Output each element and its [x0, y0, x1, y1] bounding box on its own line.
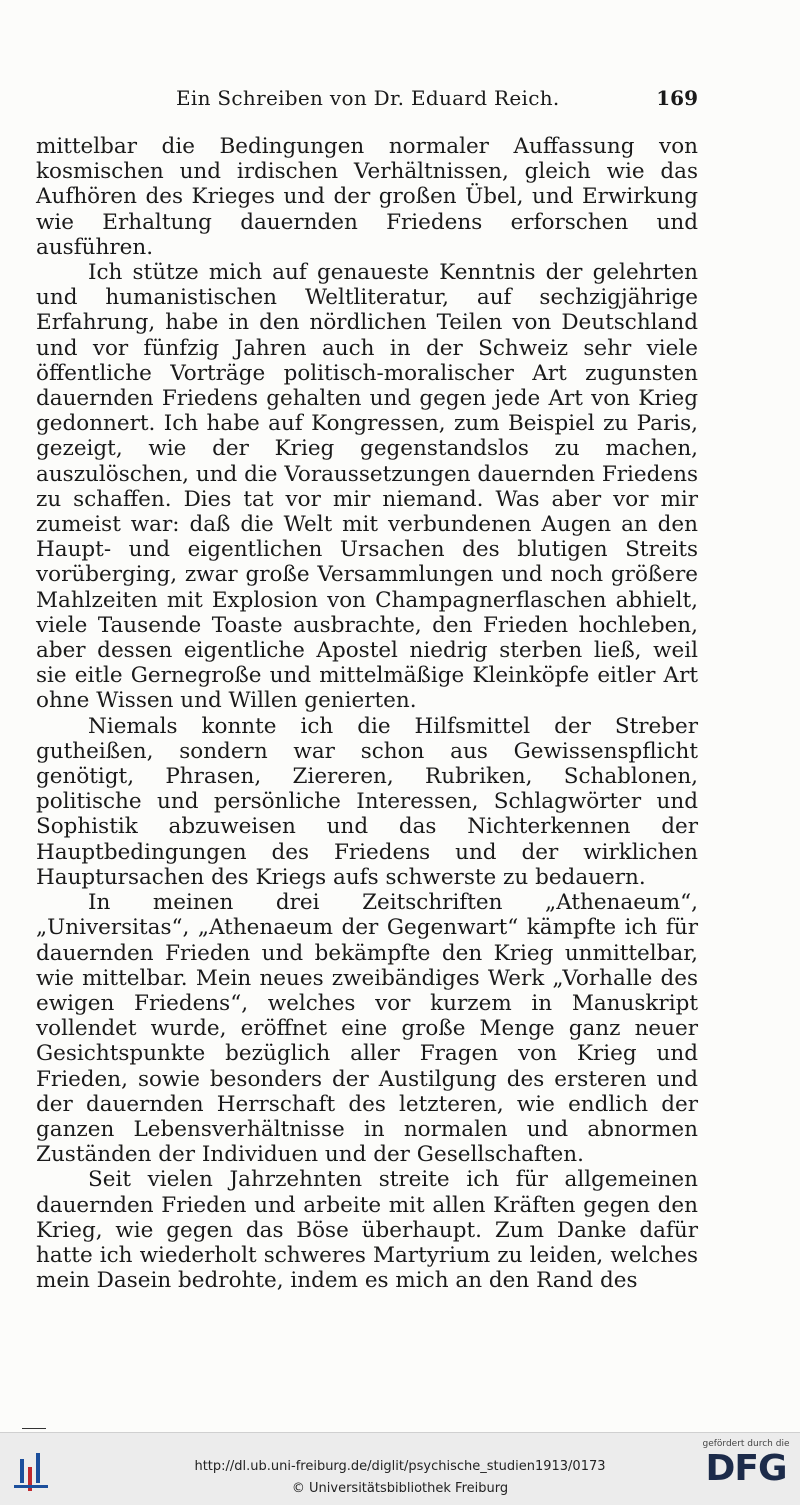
- permalink-url[interactable]: http://dl.ub.uni-freiburg.de/diglit/psychische_studien1913/0173: [194, 1459, 606, 1474]
- footnote-rule: [22, 1428, 46, 1429]
- copyright-notice: © Universitätsbibliothek Freiburg: [291, 1481, 509, 1496]
- dfg-logo-icon: DFG: [705, 1448, 787, 1489]
- paragraph-2: Ich stütze mich auf genaueste Kenntnis der gelehrten und humanistischen Weltliteratur, auf sechzigjährige Erfahrung, habe in den nördlichen Teilen von Deutschland und vor fünfzig Jahren auch in der Schweiz sehr viele öffentliche Vorträge politisch-moralischer Art zugunsten dauernden Friedens gehalten und gegen jede Art von Krieg gedonnert. Ich habe auf Kongressen, zum Beispiel zu Paris, gezeigt, wie der Krieg gegenstandslos zu machen, auszulöschen, und die Voraussetzungen dauernden Friedens zu schaffen. Dies tat vor mir niemand. Was aber vor mir zumeist war: daß die Welt mit verbundenen Augen an den Haupt- und eigentlichen Ursachen des blutigen Streits vorüberging, zwar große Versammlungen und noch größere Mahlzeiten mit Explosion von Champagnerflaschen abhielt, viele Tausende Toaste ausbrachte, den Frieden hochleben, aber dessen eigentliche Apostel niedrig sterben ließ, weil sie eitle Gernegroße und mittelmäßige Kleinköpfe eitler Art ohne Wissen und Willen genierten.: [36, 260, 699, 714]
- dfg-logo: [700, 1435, 792, 1501]
- paragraph-1: mittelbar die Bedingungen normaler Auffassung von kosmischen und irdischen Verhältnissen, gleich wie das Aufhören des Krieges und der großen Übel, und Erwirkung wie Erhaltung dauernden Friedens erforschen und ausführen.: [36, 134, 698, 260]
- viewer-footer: [0, 1432, 800, 1505]
- dfg-caption: gefördert durch die: [702, 1439, 790, 1449]
- page-header: [36, 86, 698, 116]
- paragraph-5: Seit vielen Jahrzehnten streite ich für allgemeinen dauernden Frieden und arbeite mit allen Kräften gegen den Krieg, wie gegen das Böse überhaupt. Zum Danke dafür hatte ich wiederholt schweres Martyrium zu leiden, welches mein Dasein bedrohte, indem es mich an den Rand des: [36, 1167, 698, 1294]
- paragraph-4: In meinen drei Zeitschriften „Athenaeum“, „Universitas“, „Athenaeum der Gegenwart“ kämpfte ich für dauernden Frieden und bekämpfte den Krieg unmittelbar, wie mittelbar. Mein neues zweibändiges Werk „Vorhalle des ewigen Friedens“, welches vor kurzem in Manuskript vollendet wurde, eröffnet eine große Menge ganz neuer Gesichtspunkte bezüglich aller Fragen von Krieg und Frieden, sowie besonders der Austilgung des ersteren und der dauernden Herrschaft des letzteren, wie endlich der ganzen Lebensverhältnisse in normalen und abnormen Zuständen der Individuen und der Gesellschaften.: [36, 890, 698, 1168]
- page-number: 169: [656, 86, 698, 110]
- running-head: Ein Schreiben von Dr. Eduard Reich.: [176, 86, 560, 110]
- body-text: [36, 134, 698, 1293]
- paragraph-3: Niemals konnte ich die Hilfsmittel der Streber gutheißen, sondern war schon aus Gewissenspflicht genötigt, Phrasen, Ziereren, Rubriken, Schablonen, politische und persönliche Interessen, Schlagwörter und Sophistik abzuweisen und das Nichterkennen der Hauptbedingungen des Friedens und der wirklichen Hauptursachen des Kriegs aufs schwerste zu bedauern.: [36, 713, 698, 890]
